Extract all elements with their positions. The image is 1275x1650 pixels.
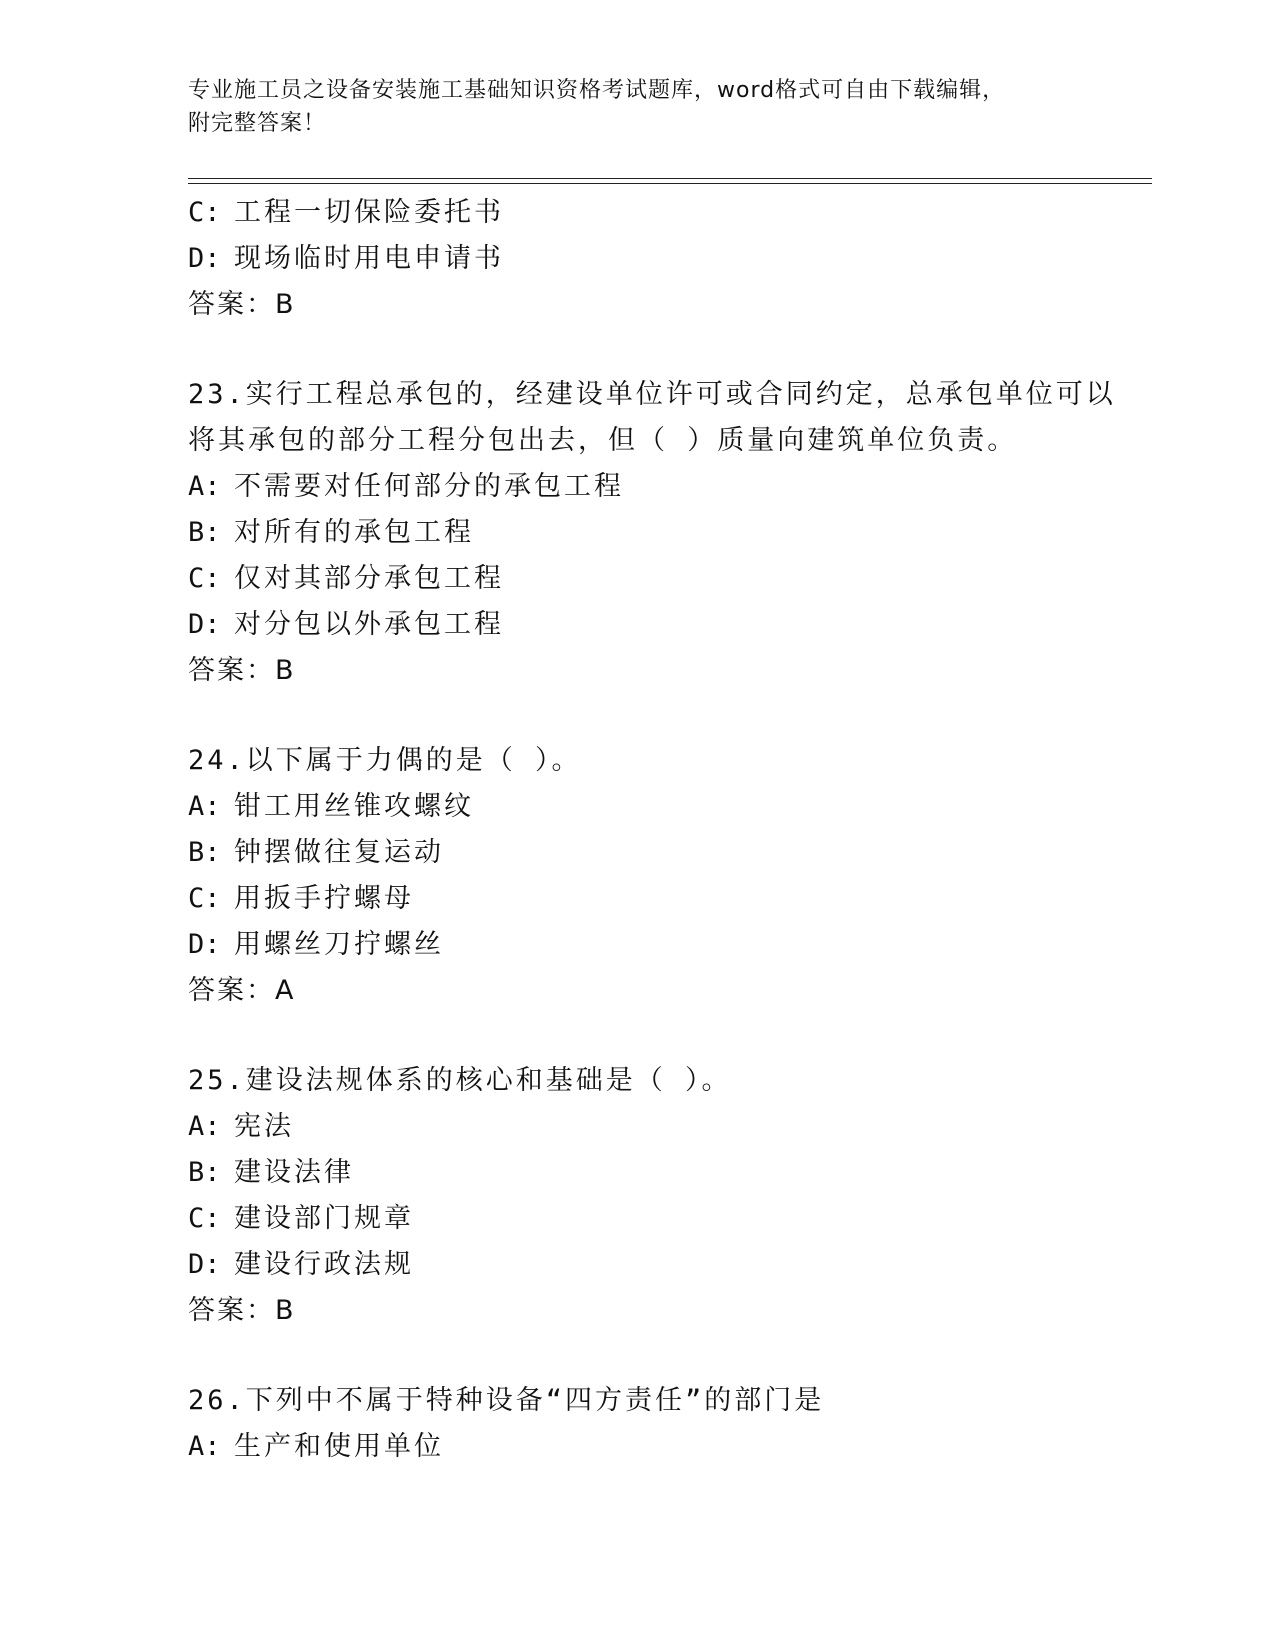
option-a — [188, 1424, 1152, 1470]
option-prefix: B: — [188, 837, 221, 868]
spacer — [188, 328, 1152, 372]
option-c — [188, 876, 1152, 922]
option-d — [188, 1242, 1152, 1288]
header-line-1: 专业施工员之设备安装施工基础知识资格考试题库，word格式可自由下载编辑， — [188, 78, 1006, 103]
option-b — [188, 1150, 1152, 1196]
header-line-2: 附完整答案！ — [188, 111, 327, 136]
question-line-2: 将其承包的部分工程分包出去，但（ ）质量向建筑单位负责。 — [188, 425, 1018, 456]
question-22-block — [188, 190, 1152, 328]
option-prefix: D: — [188, 243, 221, 274]
header-divider-top — [188, 178, 1152, 179]
question-25-block — [188, 1058, 1152, 1334]
option-a — [188, 784, 1152, 830]
option-prefix: D: — [188, 1249, 221, 1280]
spacer — [188, 694, 1152, 738]
option-prefix: D: — [188, 929, 221, 960]
option-text: 钳工用丝锥攻螺纹 — [234, 791, 474, 822]
option-prefix: A: — [188, 1111, 221, 1142]
option-c — [188, 556, 1152, 602]
option-text: 宪法 — [234, 1111, 294, 1142]
document-header — [188, 74, 1068, 140]
question-line-1: 24.以下属于力偶的是（ ）。 — [188, 745, 582, 776]
option-b — [188, 510, 1152, 556]
option-prefix: C: — [188, 1203, 221, 1234]
option-text: 建设部门规章 — [234, 1203, 414, 1234]
option-c — [188, 190, 1152, 236]
option-prefix: A: — [188, 471, 221, 502]
question-line-1: 23.实行工程总承包的，经建设单位许可或合同约定，总承包单位可以 — [188, 379, 1116, 410]
option-prefix: B: — [188, 1157, 221, 1188]
answer-line: 答案：B — [188, 1295, 296, 1326]
option-text: 仅对其部分承包工程 — [234, 563, 504, 594]
answer-line: 答案：B — [188, 289, 296, 320]
option-a — [188, 464, 1152, 510]
option-text: 对所有的承包工程 — [234, 517, 474, 548]
header-divider-bottom — [188, 183, 1152, 184]
option-prefix: C: — [188, 197, 221, 228]
option-text: 建设行政法规 — [234, 1249, 414, 1280]
option-text: 钟摆做往复运动 — [234, 837, 444, 868]
option-d — [188, 236, 1152, 282]
question-24-block — [188, 738, 1152, 1014]
option-prefix: C: — [188, 883, 221, 914]
answer-line: 答案：B — [188, 655, 296, 686]
option-b — [188, 830, 1152, 876]
question-text — [188, 738, 1152, 784]
option-prefix: A: — [188, 791, 221, 822]
option-text: 现场临时用电申请书 — [234, 243, 504, 274]
option-text: 用螺丝刀拧螺丝 — [234, 929, 444, 960]
question-line-1: 26.下列中不属于特种设备“四方责任”的部门是 — [188, 1385, 825, 1416]
option-text: 对分包以外承包工程 — [234, 609, 504, 640]
option-text: 不需要对任何部分的承包工程 — [234, 471, 624, 502]
option-text: 建设法律 — [234, 1157, 354, 1188]
question-text — [188, 372, 1152, 464]
question-list — [188, 190, 1152, 1470]
question-text — [188, 1378, 1152, 1424]
option-d — [188, 922, 1152, 968]
option-text: 生产和使用单位 — [234, 1431, 444, 1462]
spacer — [188, 1014, 1152, 1058]
question-line-1: 25.建设法规体系的核心和基础是（ ）。 — [188, 1065, 732, 1096]
answer-line: 答案：A — [188, 975, 296, 1006]
question-text — [188, 1058, 1152, 1104]
option-prefix: A: — [188, 1431, 221, 1462]
option-prefix: B: — [188, 517, 221, 548]
option-c — [188, 1196, 1152, 1242]
option-a — [188, 1104, 1152, 1150]
option-text: 工程一切保险委托书 — [234, 197, 504, 228]
option-text: 用扳手拧螺母 — [234, 883, 414, 914]
spacer — [188, 1334, 1152, 1378]
option-prefix: D: — [188, 609, 221, 640]
question-26-block — [188, 1378, 1152, 1470]
option-prefix: C: — [188, 563, 221, 594]
question-23-block — [188, 372, 1152, 694]
option-d — [188, 602, 1152, 648]
